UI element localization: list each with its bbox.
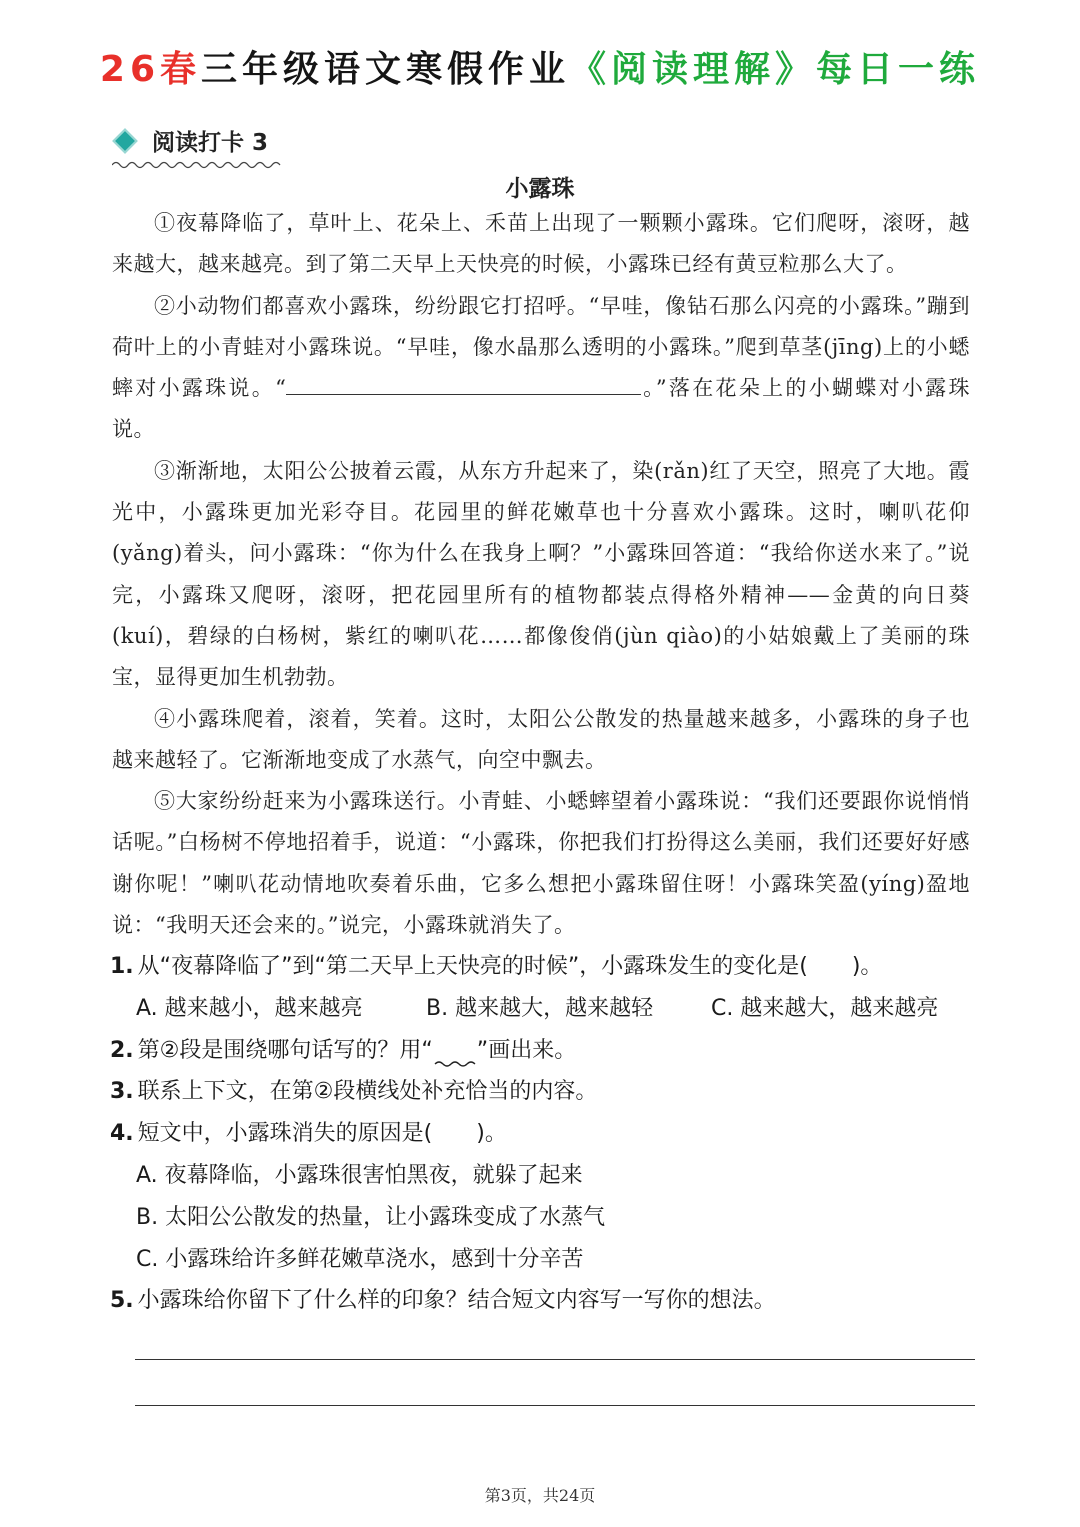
question-text-a: 第②段是围绕哪句话写的？用“	[137, 1037, 433, 1063]
answer-line[interactable]	[135, 1405, 975, 1406]
header-book-title: 《阅读理解》每日一练	[570, 49, 981, 90]
question-list	[110, 946, 970, 1322]
wavy-line-icon	[433, 1046, 477, 1068]
question-number: 3.	[110, 1079, 134, 1105]
passage-title: 小露珠	[505, 176, 575, 202]
option-b[interactable]: B. 越来越大，越来越轻	[426, 995, 654, 1021]
question-number: 2.	[110, 1037, 134, 1063]
reading-passage	[112, 203, 970, 946]
question-number: 1.	[110, 954, 134, 979]
question-number: 5.	[110, 1288, 134, 1314]
option-c[interactable]: C. 越来越大，越来越亮	[711, 995, 939, 1021]
question-number: 4.	[110, 1121, 134, 1147]
question-text-b: ”画出来。	[476, 1037, 577, 1063]
section-label-text: 阅读打卡 3	[152, 130, 269, 156]
paragraph-2-part-a: ②小动物们都喜欢小露珠，纷纷跟它打招呼。“早哇，像钻石那么闪亮的小露珠。”蹦到荷叶上的小青蛙对小露珠说。“早哇，像水晶那么透明的小露珠。”爬到草茎(jīng)上的小蟋蟀对小露珠说。“	[112, 293, 970, 401]
option-c[interactable]: C. 小露珠给许多鲜花嫩草浇水，感到十分辛苦	[136, 1246, 584, 1272]
question-5	[110, 1280, 970, 1322]
paragraph-5: ⑤大家纷纷赶来为小露珠送行。小青蛙、小蟋蟀望着小露珠说：“我们还要跟你说悄悄话呢。”白杨树不停地招着手，说道：“小露珠，你把我们打扮得这么美丽，我们还要好好感谢你呢！”喇叭花动情地吹奏着乐曲，它多么想把小露珠留住呀！小露珠笑盈(yíng)盈地说：“我明天还会来的。”说完，小露珠就消失了。	[112, 789, 970, 938]
option-a[interactable]: A. 越来越小，越来越亮	[136, 995, 363, 1021]
question-3	[110, 1071, 970, 1113]
diamond-icon	[112, 128, 137, 153]
question-text: 短文中，小露珠消失的原因是( )。	[137, 1121, 507, 1147]
question-4	[110, 1113, 970, 1155]
question-text: 小露珠给你留下了什么样的印象？结合短文内容写一写你的想法。	[137, 1288, 776, 1314]
worksheet-header	[0, 40, 1080, 100]
question-text: 从“夜幕降临了”到“第二天早上天快亮的时候”，小露珠发生的变化是( )。	[137, 954, 883, 979]
section-label	[112, 124, 268, 164]
answer-line[interactable]	[135, 1359, 975, 1360]
question-2	[110, 1030, 970, 1072]
paragraph-1: ①夜幕降临了，草叶上、花朵上、禾苗上出现了一颗颗小露珠。它们爬呀，滚呀，越来越大，越来越亮。到了第二天早上天快亮的时候，小露珠已经有黄豆粒那么大了。	[112, 211, 970, 277]
paragraph-2-part-b: 。”落在花朵上的小蝴蝶对小露珠说。	[112, 376, 970, 442]
question-text: 联系上下文，在第②段横线处补充恰当的内容。	[137, 1079, 598, 1105]
question-1	[110, 946, 970, 988]
paragraph-3: ③渐渐地，太阳公公披着云霞，从东方升起来了，染(rǎn)红了天空，照亮了大地。霞光中，小露珠更加光彩夺目。花园里的鲜花嫩草也十分喜欢小露珠。这时，喇叭花仰(yǎng)着头，问小露珠：“你为什么在我身上啊？”小露珠回答道：“我给你送水来了。”说完，小露珠又爬呀，滚呀，把花园里所有的植物都装点得格外精神——金黄的向日葵(kuí)，碧绿的白杨树，紫红的喇叭花……都像俊俏(jùn qiào)的小姑娘戴上了美丽的珠宝，显得更加生机勃勃。	[112, 458, 970, 690]
question-1-options	[110, 988, 970, 1030]
option-b[interactable]: B. 太阳公公散发的热量，让小露珠变成了水蒸气	[136, 1204, 606, 1230]
paragraph-4: ④小露珠爬着，滚着，笑着。这时，太阳公公散发的热量越来越多，小露珠的身子也越来越轻了。它渐渐地变成了水蒸气，向空中飘去。	[112, 706, 970, 772]
header-grade-subject: 三年级语文寒假作业	[201, 49, 571, 90]
header-year: 26春	[99, 49, 202, 90]
fill-in-blank[interactable]	[286, 374, 641, 395]
paragraph-2	[112, 286, 970, 451]
option-a[interactable]: A. 夜幕降临，小露珠很害怕黑夜，就躲了起来	[136, 1162, 583, 1188]
wavy-underline-icon	[112, 160, 284, 170]
page-number: 第3页，共24页	[484, 1486, 596, 1505]
